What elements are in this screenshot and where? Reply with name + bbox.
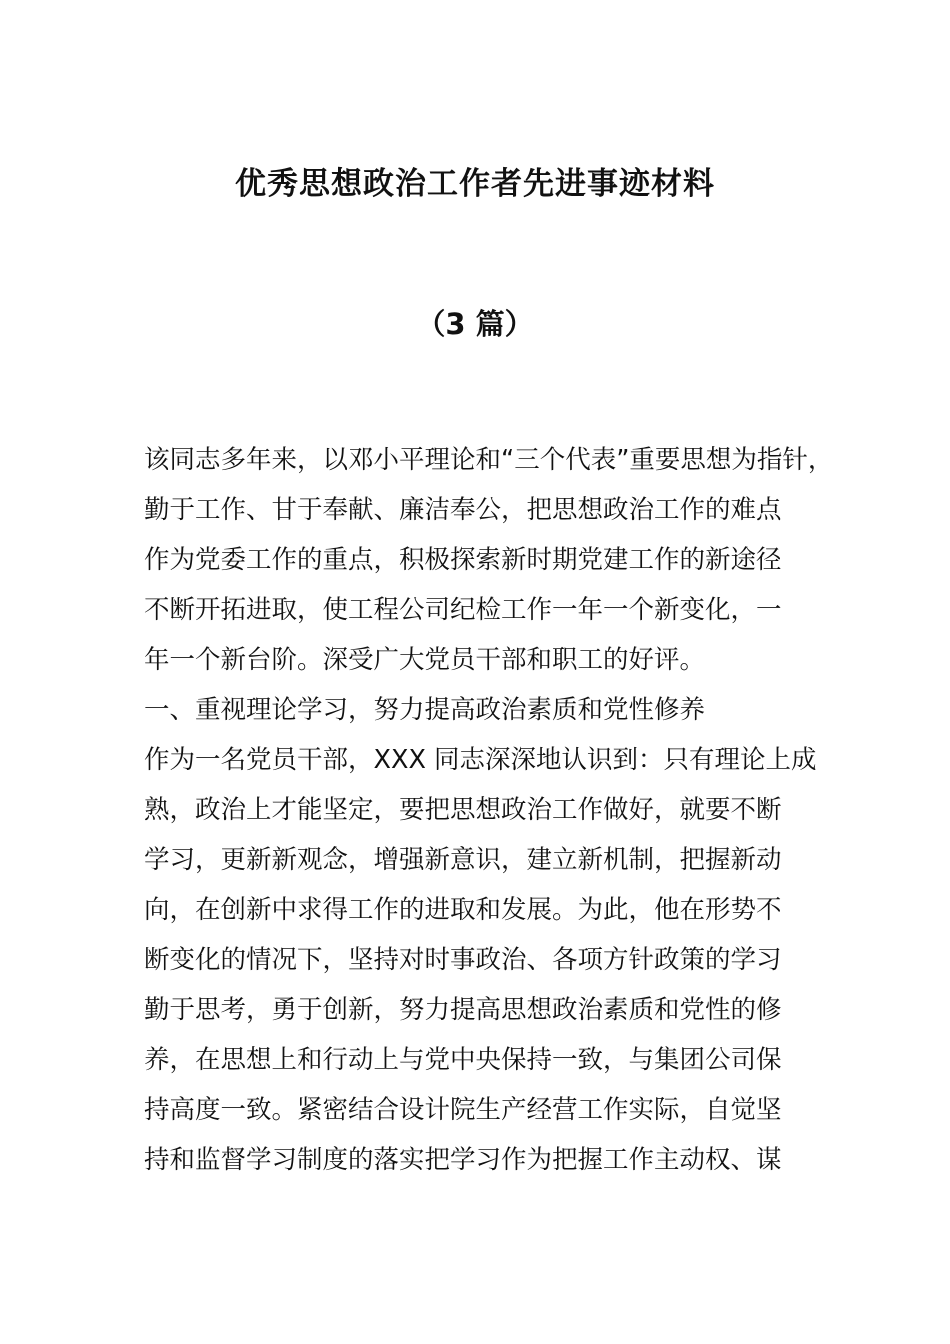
paragraph-line: 持高度一致。紧密结合设计院生产经营工作实际，自觉坚 (144, 1095, 782, 1125)
paragraph-line: 熟，政治上才能坚定，要把思想政治工作做好，就要不断 (144, 795, 782, 825)
paragraph-line: 持和监督学习制度的落实把学习作为把握工作主动权、谋 (144, 1145, 782, 1175)
paragraph-line: 作为党委工作的重点，积极探索新时期党建工作的新途径 (144, 545, 782, 575)
document-subtitle: （3 篇） (416, 307, 534, 341)
document-title: 优秀思想政治工作者先进事迹材料 (235, 166, 715, 202)
paragraph-line: 年一个新台阶。深受广大党员干部和职工的好评。 (144, 645, 706, 675)
paragraph-line: 向，在创新中求得工作的进取和发展。为此，他在形势不 (144, 895, 782, 925)
paragraph-line: 勤于思考，勇于创新，努力提高思想政治素质和党性的修 (144, 995, 782, 1025)
paragraph-line: 断变化的情况下，坚持对时事政治、各项方针政策的学习 (144, 945, 782, 975)
paragraph-line: 该同志多年来，以邓小平理论和“三个代表”重要思想为指针， (144, 445, 834, 475)
paragraph-line: 学习，更新新观念，增强新意识，建立新机制，把握新动 (144, 845, 782, 875)
section-heading: 一、重视理论学习，努力提高政治素质和党性修养 (144, 695, 706, 725)
paragraph-line: 养，在思想上和行动上与党中央保持一致，与集团公司保 (144, 1045, 782, 1075)
paragraph-line: 不断开拓进取，使工程公司纪检工作一年一个新变化，一 (144, 595, 782, 625)
paragraph-line: 勤于工作、甘于奉献、廉洁奉公，把思想政治工作的难点 (144, 495, 782, 525)
paragraph-line: 作为一名党员干部，XXX 同志深深地认识到：只有理论上成 (144, 745, 817, 775)
